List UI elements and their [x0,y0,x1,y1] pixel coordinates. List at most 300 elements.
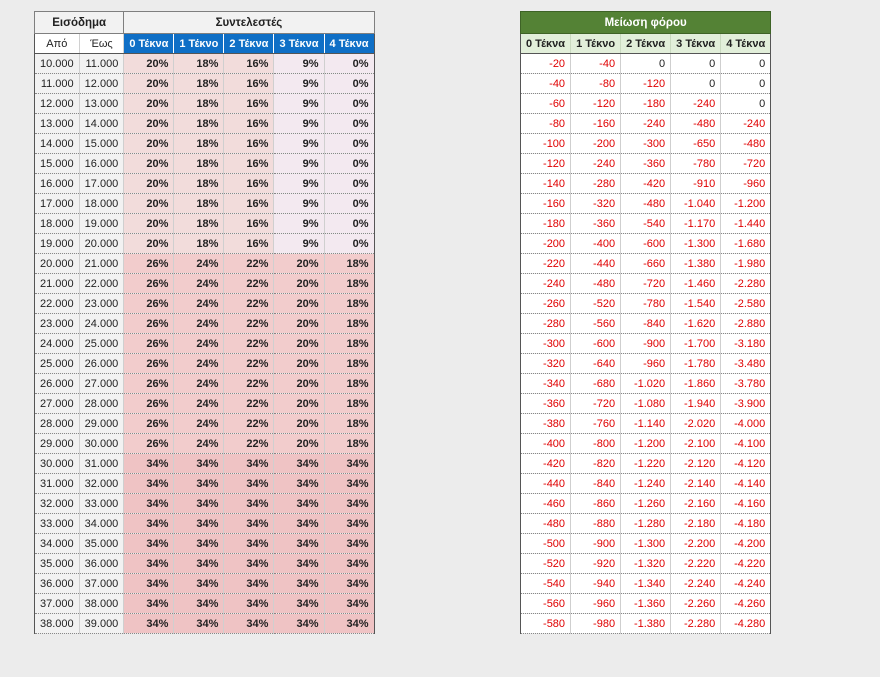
reduction-cell: -4.120 [721,454,771,474]
rate-cell: 18% [174,54,224,74]
rate-cell: 20% [274,314,324,334]
reduction-cell: -1.340 [621,574,671,594]
reduction-cell: -520 [521,554,571,574]
rate-cell: 34% [124,494,174,514]
reduction-cell: -2.240 [671,574,721,594]
table-row [521,234,771,254]
rate-cell: 24% [174,414,224,434]
table-row [35,294,375,314]
rate-cell: 18% [174,234,224,254]
rate-cell: 9% [274,194,324,214]
rate-cell: 16% [224,234,274,254]
rate-cell: 34% [174,574,224,594]
reduction-cell: -300 [521,334,571,354]
reduction-cell: -2.100 [671,434,721,454]
reduction-cell: -80 [521,114,571,134]
rate-cell: 20% [124,194,174,214]
rate-cell: 24% [174,254,224,274]
rate-cell: 9% [274,174,324,194]
reduction-cell: -160 [571,114,621,134]
rate-cell: 22% [224,414,274,434]
rate-cell: 22% [224,294,274,314]
income-rates-table [34,11,375,634]
rate-header-4-children: 4 Τέκνα [324,34,374,54]
reduction-cell: -2.580 [721,294,771,314]
reduction-cell: -200 [571,134,621,154]
reduction-cell: -420 [521,454,571,474]
rate-cell: 24% [174,394,224,414]
rate-cell: 22% [224,334,274,354]
rate-cell: 18% [324,274,374,294]
reduction-cell: -1.320 [621,554,671,574]
reduction-cell: -1.540 [671,294,721,314]
income-from-cell: 12.000 [35,94,80,114]
tax-reduction-table [520,11,771,634]
reduction-cell: -800 [571,434,621,454]
reduction-cell: -460 [521,494,571,514]
rate-cell: 20% [124,234,174,254]
table-row [521,554,771,574]
reduction-cell: -4.000 [721,414,771,434]
rate-cell: 34% [224,554,274,574]
income-to-cell: 15.000 [79,134,124,154]
reduction-cell: -2.260 [671,594,721,614]
reduction-cell: -900 [621,334,671,354]
reduction-cell: -280 [521,314,571,334]
rate-cell: 34% [324,494,374,514]
table-row [521,494,771,514]
reduction-cell: -240 [621,114,671,134]
reduction-cell: 0 [721,54,771,74]
reduction-cell: -140 [521,174,571,194]
table-row [35,554,375,574]
rate-cell: 0% [324,234,374,254]
rate-cell: 26% [124,294,174,314]
reduction-cell: -360 [521,394,571,414]
rate-cell: 16% [224,134,274,154]
reduction-cell: -2.200 [671,534,721,554]
table-row [35,334,375,354]
rate-cell: 0% [324,94,374,114]
reduction-cell: -860 [571,494,621,514]
rate-cell: 34% [174,554,224,574]
reduction-cell: 0 [721,74,771,94]
reduction-cell: -1.860 [671,374,721,394]
income-to-cell: 34.000 [79,514,124,534]
reduction-cell: -480 [571,274,621,294]
reduction-cell: -1.170 [671,214,721,234]
reduction-cell: -2.180 [671,514,721,534]
table-row [521,194,771,214]
table-row [35,514,375,534]
rate-cell: 16% [224,94,274,114]
reduction-cell: -2.120 [671,454,721,474]
reduction-cell: -720 [621,274,671,294]
rate-header-3-children: 3 Τέκνα [274,34,324,54]
income-to-cell: 21.000 [79,254,124,274]
rate-cell: 16% [224,114,274,134]
income-to-cell: 27.000 [79,374,124,394]
rate-cell: 9% [274,54,324,74]
table-row [35,114,375,134]
table-row [521,514,771,534]
reduction-cell: -4.280 [721,614,771,634]
income-header: Εισόδημα [35,12,124,34]
rate-cell: 26% [124,434,174,454]
income-to-cell: 26.000 [79,354,124,374]
rate-cell: 20% [124,214,174,234]
reduction-cell: -440 [521,474,571,494]
table-row [35,254,375,274]
income-to-cell: 14.000 [79,114,124,134]
reduction-header-3-children: 3 Τέκνα [671,34,721,54]
rate-cell: 34% [274,514,324,534]
reduction-cell: -40 [521,74,571,94]
from-header: Από [35,34,80,54]
rate-cell: 18% [324,414,374,434]
rate-cell: 20% [274,374,324,394]
rate-cell: 0% [324,194,374,214]
table-row [521,114,771,134]
rate-cell: 34% [174,594,224,614]
income-from-cell: 27.000 [35,394,80,414]
table-row [521,134,771,154]
rate-cell: 18% [324,354,374,374]
income-to-cell: 19.000 [79,214,124,234]
table-row [521,374,771,394]
rate-cell: 18% [324,334,374,354]
table-row [35,534,375,554]
income-from-cell: 37.000 [35,594,80,614]
reduction-cell: -1.200 [721,194,771,214]
reduction-cell: -320 [571,194,621,214]
table-row [521,94,771,114]
reduction-cell: -2.220 [671,554,721,574]
rate-cell: 0% [324,74,374,94]
rate-cell: 20% [124,154,174,174]
reduction-cell: -1.040 [671,194,721,214]
income-from-cell: 23.000 [35,314,80,334]
reduction-cell: -420 [621,174,671,194]
income-from-cell: 34.000 [35,534,80,554]
reduction-cell: -280 [571,174,621,194]
reduction-cell: -940 [571,574,621,594]
rate-cell: 34% [174,514,224,534]
income-to-cell: 13.000 [79,94,124,114]
reduction-cell: -1.700 [671,334,721,354]
reduction-header: Μείωση φόρου [521,12,771,34]
income-from-cell: 18.000 [35,214,80,234]
reduction-cell: -1.220 [621,454,671,474]
rate-cell: 20% [274,414,324,434]
rate-cell: 18% [174,194,224,214]
table-row [35,54,375,74]
rate-cell: 24% [174,334,224,354]
reduction-cell: -780 [621,294,671,314]
income-from-cell: 17.000 [35,194,80,214]
table-row [35,434,375,454]
reduction-cell: -300 [621,134,671,154]
reduction-cell: -200 [521,234,571,254]
rate-cell: 34% [274,454,324,474]
rate-cell: 16% [224,174,274,194]
rate-cell: 34% [324,554,374,574]
income-from-cell: 20.000 [35,254,80,274]
income-to-cell: 25.000 [79,334,124,354]
reduction-cell: -780 [671,154,721,174]
reduction-cell: -1.440 [721,214,771,234]
reduction-cell: -260 [521,294,571,314]
rate-cell: 26% [124,334,174,354]
reduction-cell: -1.260 [621,494,671,514]
rate-cell: 34% [174,534,224,554]
rate-cell: 20% [124,94,174,114]
reduction-cell: -650 [671,134,721,154]
rate-cell: 34% [224,474,274,494]
rate-cell: 18% [174,214,224,234]
rate-cell: 34% [124,574,174,594]
income-to-cell: 11.000 [79,54,124,74]
rate-cell: 26% [124,274,174,294]
reduction-cell: -1.980 [721,254,771,274]
rate-cell: 34% [124,554,174,574]
reduction-cell: -720 [571,394,621,414]
reduction-cell: -2.280 [671,614,721,634]
reduction-cell: -960 [621,354,671,374]
reduction-cell: -4.200 [721,534,771,554]
rate-cell: 34% [174,454,224,474]
reduction-cell: -910 [671,174,721,194]
reduction-cell: -1.280 [621,514,671,534]
reduction-cell: -1.780 [671,354,721,374]
table-row [35,134,375,154]
reduction-cell: -220 [521,254,571,274]
table-row [521,614,771,634]
rate-cell: 34% [224,574,274,594]
income-to-cell: 38.000 [79,594,124,614]
rate-cell: 22% [224,394,274,414]
reduction-cell: -20 [521,54,571,74]
reduction-cell: 0 [671,54,721,74]
rate-cell: 26% [124,354,174,374]
table-row [35,494,375,514]
rate-cell: 9% [274,114,324,134]
income-from-cell: 15.000 [35,154,80,174]
reduction-cell: -320 [521,354,571,374]
rate-cell: 0% [324,174,374,194]
rate-cell: 9% [274,94,324,114]
rate-cell: 18% [324,374,374,394]
reduction-cell: -1.940 [671,394,721,414]
rate-cell: 0% [324,134,374,154]
income-to-cell: 16.000 [79,154,124,174]
rate-cell: 24% [174,294,224,314]
table-row [35,454,375,474]
rate-cell: 9% [274,74,324,94]
reduction-cell: -2.160 [671,494,721,514]
reduction-cell: -360 [571,214,621,234]
reduction-cell: -480 [621,194,671,214]
income-from-cell: 14.000 [35,134,80,154]
rate-cell: 26% [124,314,174,334]
table-row [35,274,375,294]
rate-cell: 34% [174,474,224,494]
rate-cell: 22% [224,354,274,374]
reduction-cell: -2.140 [671,474,721,494]
rate-cell: 18% [324,434,374,454]
rate-cell: 34% [324,574,374,594]
reduction-cell: -600 [621,234,671,254]
table-row [521,74,771,94]
rate-header-1-child: 1 Τέκνο [174,34,224,54]
income-to-cell: 18.000 [79,194,124,214]
table-row [35,74,375,94]
reduction-cell: -240 [671,94,721,114]
reduction-cell: -1.300 [621,534,671,554]
rate-cell: 24% [174,374,224,394]
rate-header-0-children: 0 Τέκνα [124,34,174,54]
reduction-cell: -580 [521,614,571,634]
rate-cell: 34% [324,474,374,494]
reduction-cell: -2.280 [721,274,771,294]
rate-cell: 24% [174,354,224,374]
rate-cell: 18% [174,114,224,134]
rate-cell: 34% [274,554,324,574]
table-row [521,334,771,354]
rate-cell: 0% [324,54,374,74]
reduction-cell: -680 [571,374,621,394]
income-to-cell: 33.000 [79,494,124,514]
reduction-cell: -1.240 [621,474,671,494]
table-row [521,54,771,74]
table-row [521,354,771,374]
table-row [521,434,771,454]
rate-cell: 9% [274,154,324,174]
reduction-header-4-children: 4 Τέκνα [721,34,771,54]
rate-cell: 18% [174,94,224,114]
reduction-cell: 0 [671,74,721,94]
table-row [35,574,375,594]
rate-cell: 16% [224,54,274,74]
rate-cell: 34% [274,574,324,594]
table-row [521,474,771,494]
reduction-cell: -400 [571,234,621,254]
rate-cell: 26% [124,414,174,434]
reduction-cell: -120 [621,74,671,94]
reduction-cell: -340 [521,374,571,394]
rate-cell: 16% [224,214,274,234]
rate-cell: 20% [274,354,324,374]
income-from-cell: 31.000 [35,474,80,494]
reduction-cell: -820 [571,454,621,474]
reduction-cell: -4.260 [721,594,771,614]
reduction-cell: -960 [571,594,621,614]
reduction-cell: -1.140 [621,414,671,434]
reduction-cell: -180 [521,214,571,234]
rate-cell: 34% [224,594,274,614]
income-to-cell: 20.000 [79,234,124,254]
reduction-cell: -560 [521,594,571,614]
income-from-cell: 36.000 [35,574,80,594]
rate-cell: 24% [174,274,224,294]
rate-cell: 9% [274,134,324,154]
reduction-cell: -840 [571,474,621,494]
reduction-cell: -480 [671,114,721,134]
rate-cell: 20% [274,274,324,294]
reduction-cell: -1.460 [671,274,721,294]
rate-cell: 22% [224,434,274,454]
rate-cell: 22% [224,314,274,334]
rate-cell: 34% [124,594,174,614]
reduction-cell: -1.200 [621,434,671,454]
reduction-cell: -180 [621,94,671,114]
table-row [35,234,375,254]
rate-cell: 34% [224,454,274,474]
rate-cell: 20% [124,54,174,74]
income-from-cell: 22.000 [35,294,80,314]
table-row [521,394,771,414]
rate-cell: 18% [174,134,224,154]
table-row [35,214,375,234]
rate-cell: 20% [274,254,324,274]
reduction-cell: -1.020 [621,374,671,394]
rate-cell: 0% [324,114,374,134]
rate-cell: 20% [274,434,324,454]
reduction-cell: -4.220 [721,554,771,574]
rate-cell: 34% [224,494,274,514]
income-from-cell: 13.000 [35,114,80,134]
reduction-cell: -240 [521,274,571,294]
reduction-cell: 0 [721,94,771,114]
rate-cell: 24% [174,314,224,334]
income-to-cell: 35.000 [79,534,124,554]
rate-cell: 22% [224,274,274,294]
rate-cell: 18% [324,294,374,314]
rate-cell: 34% [274,494,324,514]
reduction-cell: -60 [521,94,571,114]
rate-cell: 34% [124,534,174,554]
reduction-cell: -760 [571,414,621,434]
table-row [521,574,771,594]
income-from-cell: 11.000 [35,74,80,94]
reduction-cell: -720 [721,154,771,174]
income-from-cell: 24.000 [35,334,80,354]
reduction-cell: -360 [621,154,671,174]
rate-cell: 16% [224,74,274,94]
income-to-cell: 36.000 [79,554,124,574]
income-from-cell: 32.000 [35,494,80,514]
reduction-cell: -500 [521,534,571,554]
rate-cell: 20% [274,334,324,354]
rate-cell: 34% [324,594,374,614]
rate-cell: 34% [174,494,224,514]
rate-cell: 20% [274,394,324,414]
income-from-cell: 16.000 [35,174,80,194]
rate-cell: 16% [224,194,274,214]
rate-cell: 34% [324,614,374,634]
rate-header-2-children: 2 Τέκνα [224,34,274,54]
reduction-cell: -900 [571,534,621,554]
reduction-header-1-child: 1 Τέκνο [571,34,621,54]
table-row [35,414,375,434]
reduction-cell: -880 [571,514,621,534]
rate-cell: 24% [174,434,224,454]
table-row [35,174,375,194]
reduction-cell: -3.480 [721,354,771,374]
reduction-cell: -400 [521,434,571,454]
reduction-cell: -2.020 [671,414,721,434]
rate-cell: 34% [174,614,224,634]
